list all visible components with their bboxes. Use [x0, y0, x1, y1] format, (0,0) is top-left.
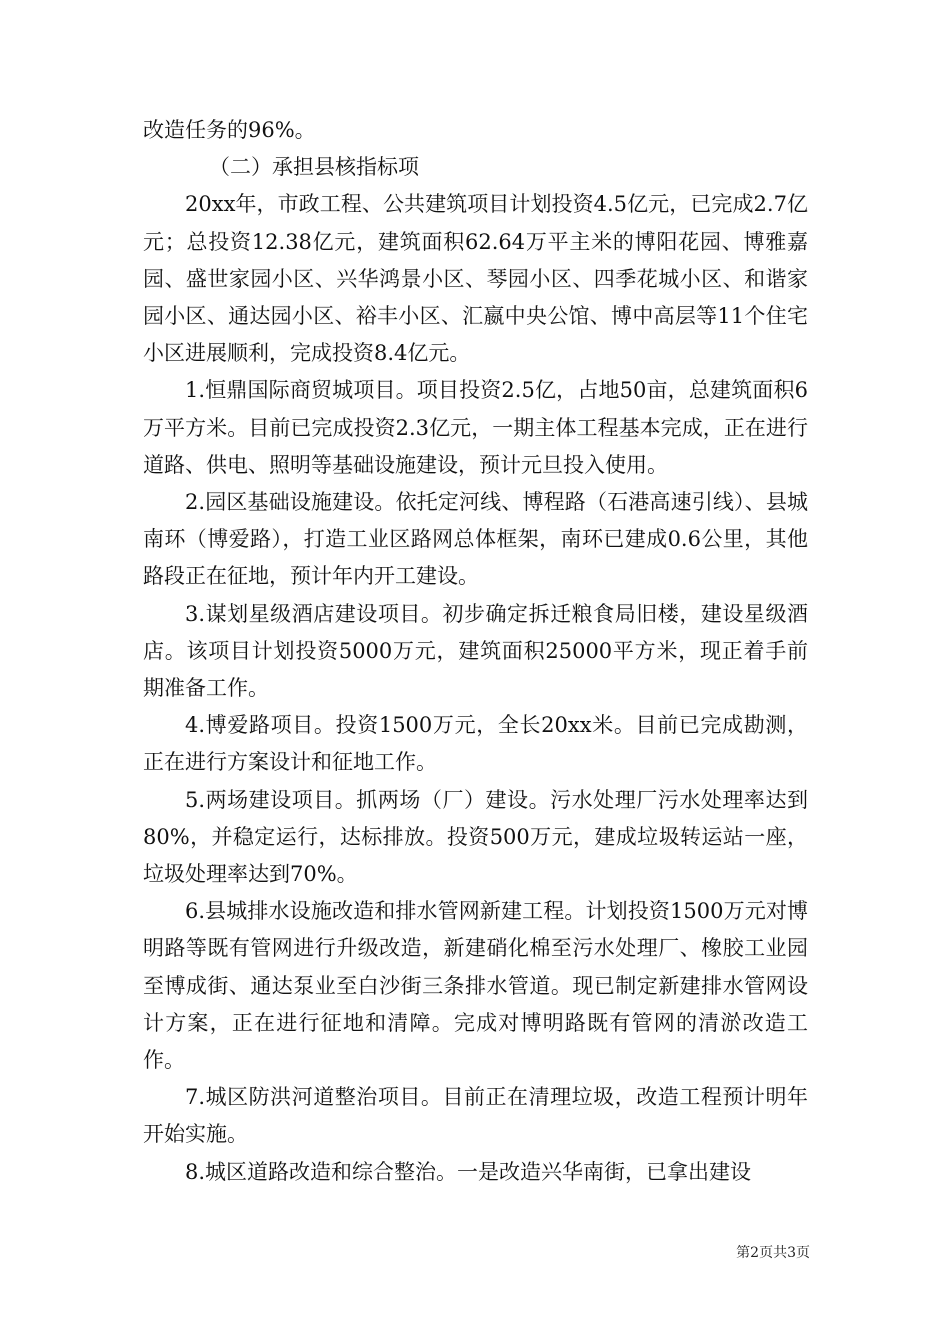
paragraph-continuation: 改造任务的96%。 [143, 118, 316, 142]
paragraph-item-2: 2.园区基础设施建设。依托定河线、博程路（石港高速引线）、县城南环（博爱路），打造工业区路网总体框架，南环已建成0.6公里，其他路段正在征地，预计年内开工建设。 [143, 490, 808, 589]
paragraph-item-6: 6.县城排水设施改造和排水管网新建工程。计划投资1500万元对博明路等既有管网进行升级改造，新建硝化棉至污水处理厂、橡胶工业园至博成街、通达泵业至白沙街三条排水管道。现已制定新建排水管网设计方案，正在进行征地和清障。完成对博明路既有管网的清淤改造工作。 [143, 899, 808, 1073]
paragraph-summary: 20xx年，市政工程、公共建筑项目计划投资4.5亿元，已完成2.7亿元；总投资12.38亿元，建筑面积62.64万平主米的博阳花园、博雅嘉园、盛世家园小区、兴华鸿景小区、琴园小区、四季花城小区、和谐家园小区、通达园小区、裕丰小区、汇嬴中央公馆、博中高层等11个住宅小区进展顺利，完成投资8.4亿元。 [143, 192, 808, 366]
paragraph-item-8: 8.城区道路改造和综合整治。一是改造兴华南街，已拿出建设 [185, 1159, 752, 1184]
document-body [143, 112, 808, 1191]
paragraph-item-3: 3.谋划星级酒店建设项目。初步确定拆迁粮食局旧楼，建设星级酒店。该项目计划投资5000万元，建筑面积25000平方米，现正着手前期准备工作。 [143, 601, 808, 701]
paragraph-item-4: 4.博爱路项目。投资1500万元，全长20xx米。目前已完成勘测，正在进行方案设计和征地工作。 [143, 713, 808, 775]
section-heading: （二）承担县核指标项 [209, 155, 419, 180]
page-number: 第2页共3页 [736, 1245, 810, 1261]
paragraph-item-7: 7.城区防洪河道整治项目。目前正在清理垃圾，改造工程预计明年开始实施。 [143, 1085, 808, 1147]
paragraph-item-1: 1.恒鼎国际商贸城项目。项目投资2.5亿，占地50亩，总建筑面积6万平方米。目前已完成投资2.3亿元，一期主体工程基本完成，正在进行道路、供电、照明等基础设施建设，预计元旦投入使用。 [143, 378, 808, 477]
paragraph-item-5: 5.两场建设项目。抓两场（厂）建设。污水处理厂污水处理率达到80%，并稳定运行，达标排放。投资500万元，建成垃圾转运站一座，垃圾处理率达到70%。 [143, 787, 808, 887]
